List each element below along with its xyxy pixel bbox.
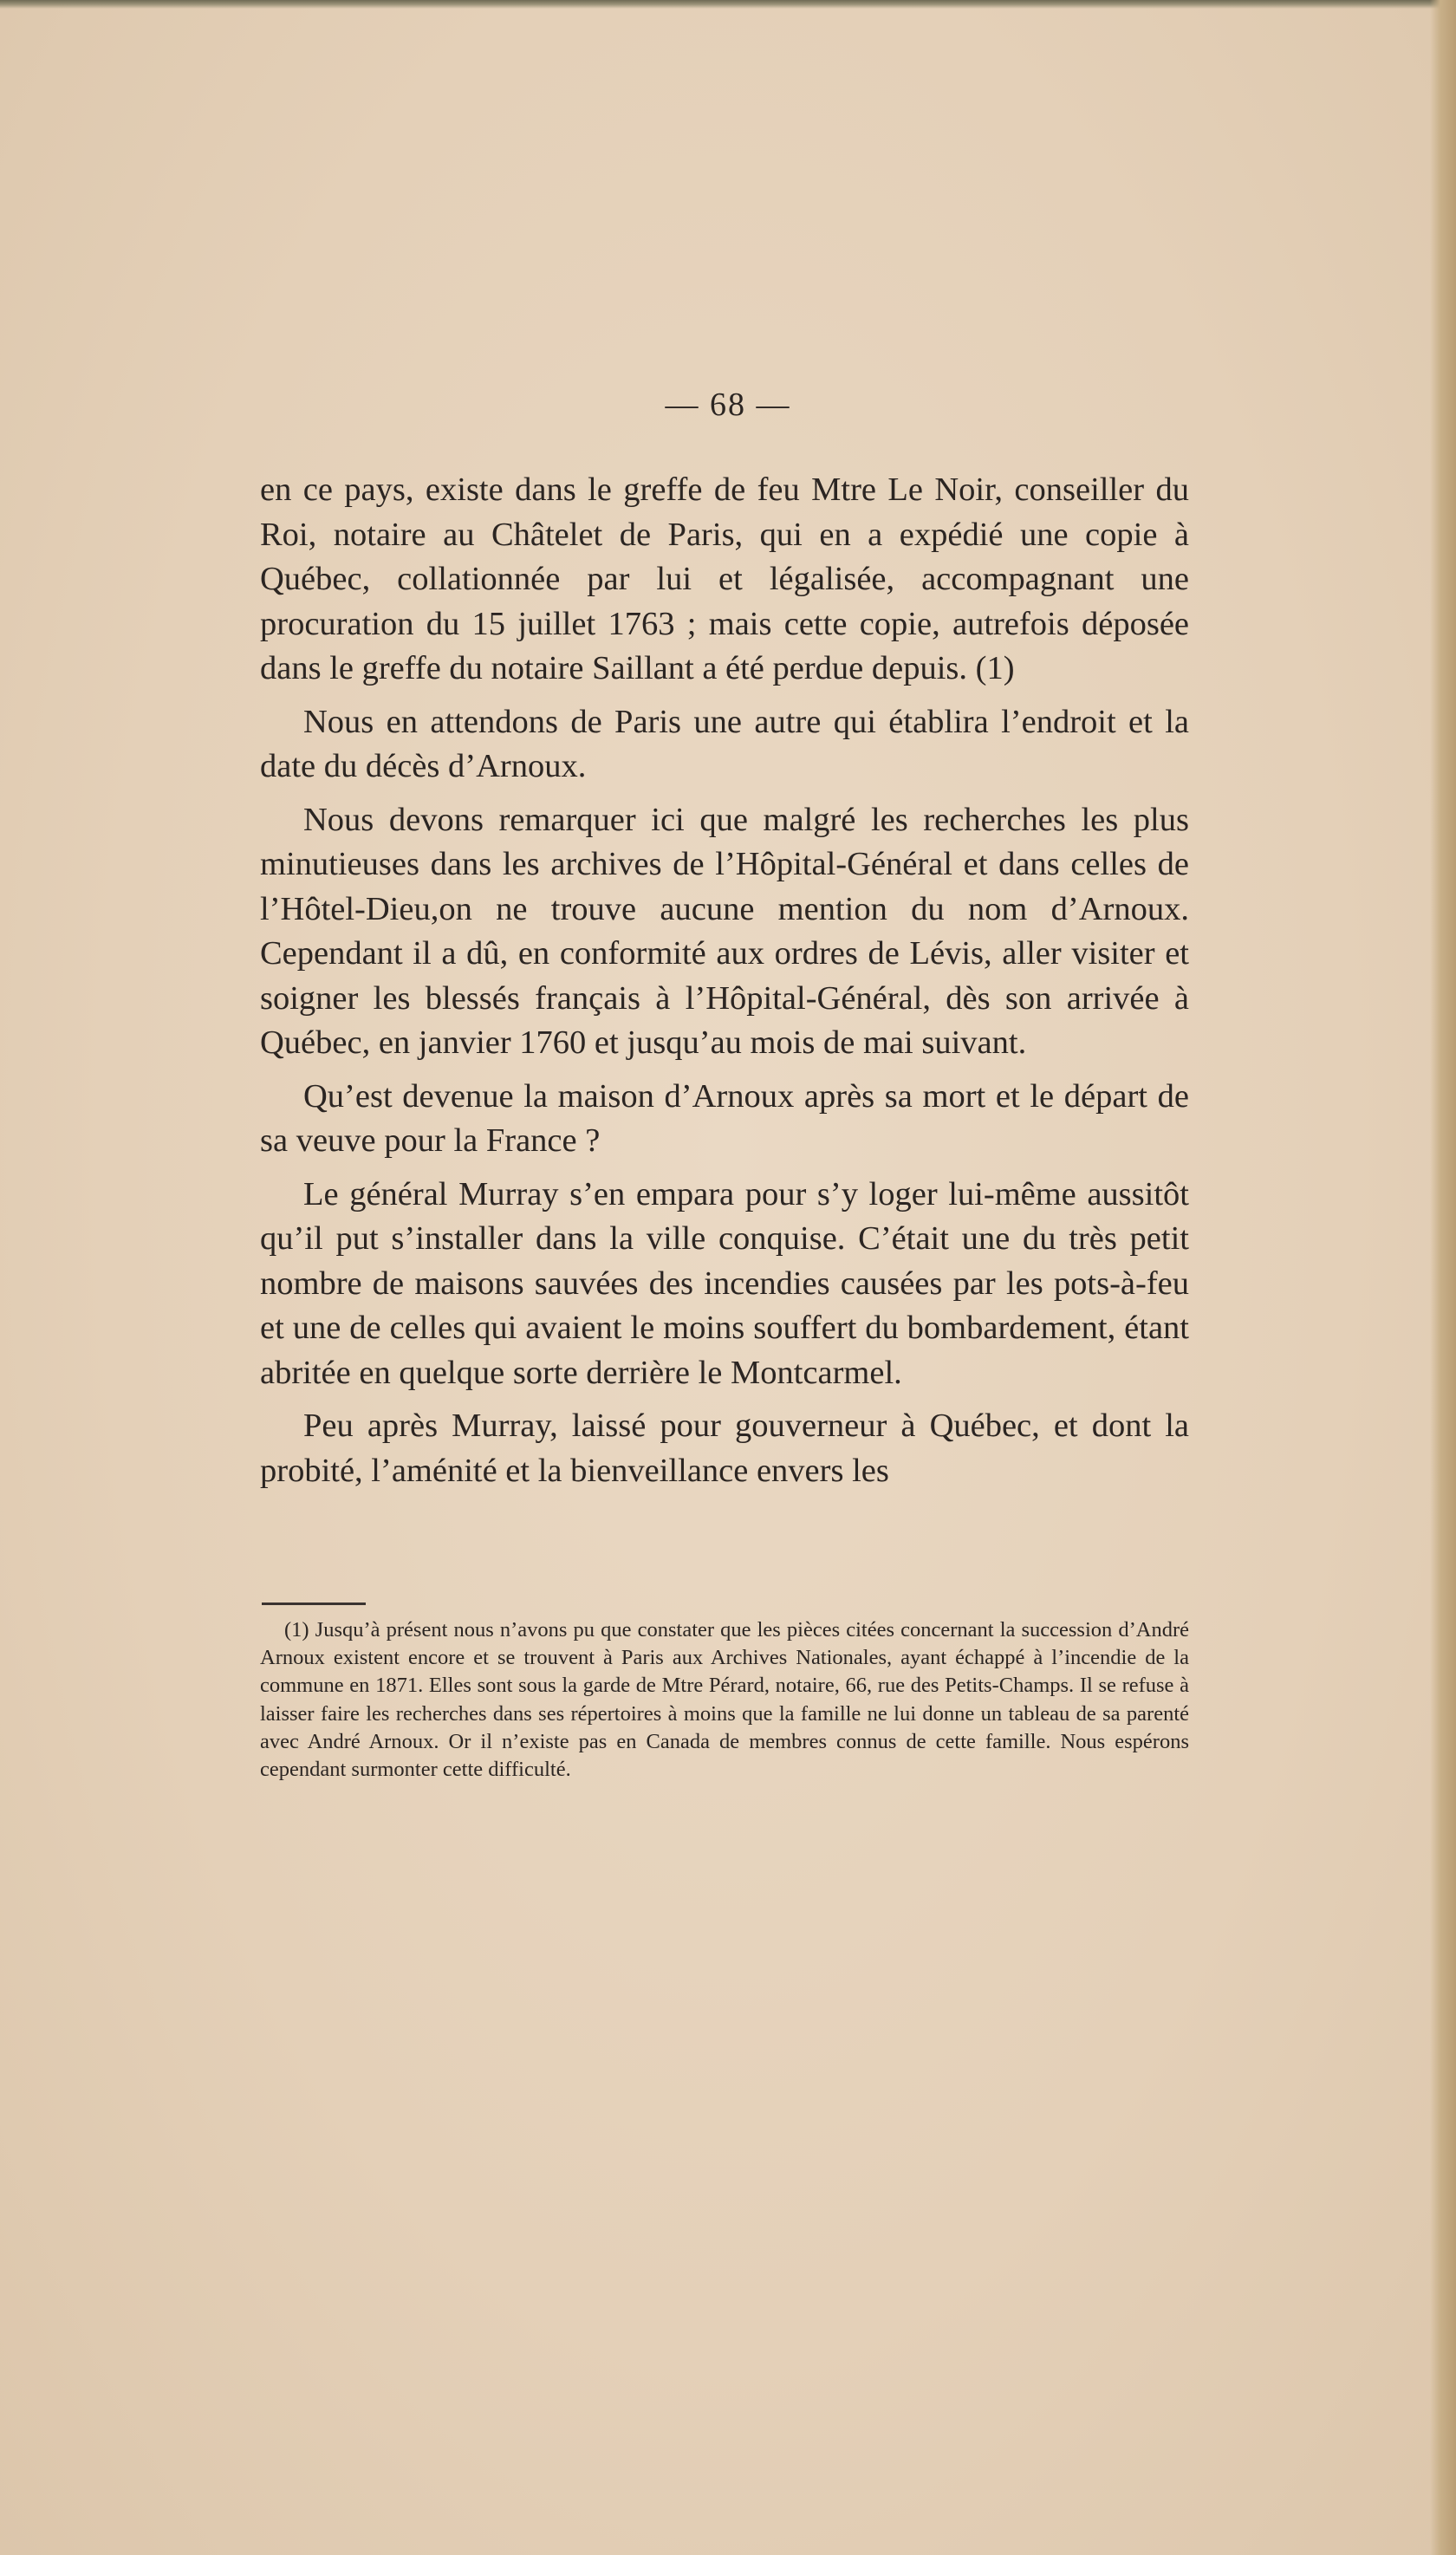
page-number: — 68 — xyxy=(665,387,791,423)
footnote-text: (1) Jusqu’à présent nous n’avons pu que constater que les pièces citées concernant la succession d’André Arnoux existent encore et se trouvent à Paris aux Archives Nationales, ayant échappé à l’incendie de la commune en 1871. Elles sont sous la garde de Mtre Pérard, notaire, 66, rue des Petits-Champs. Il se refuse à laisser faire les recherches dans ses répertoires à moins que la famille ne lui donne un tableau de sa parenté avec André Arnoux. Or il n’existe pas en Canada de membres connus de cette famille. Nous espérons cependant surmonter cette difficulté. xyxy=(260,1618,1189,1782)
footnote xyxy=(260,1616,1189,1784)
paragraph-3: Nous devons remarquer ici que malgré les recherches les plus minutieuses dans les archives de l’Hôpital-Général et dans celles de l’Hôtel-Dieu,on ne trouve aucune mention du nom d’Arnoux. Cependant il a dû, en conformité aux ordres de Lévis, aller visiter et soigner les blessés français à l’Hôpital-Général, dès son arrivée à Québec, en janvier 1760 et jusqu’au mois de mai suivant. xyxy=(260,801,1189,1061)
paragraph-1: en ce pays, existe dans le greffe de feu Mtre Le Noir, conseiller du Roi, notaire au Châtelet de Paris, qui en a expédié une copie à Québec, collationnée par lui et légalisée, accompagnant une procuration du 15 juillet 1763 ; mais cette copie, autrefois déposée dans le greffe du notaire Saillant a été perdue depuis. (1) xyxy=(260,471,1189,686)
body-text xyxy=(260,468,1189,1502)
footnote-separator xyxy=(262,1603,366,1605)
page-top-edge xyxy=(0,0,1456,9)
paragraph-4: Qu’est devenue la maison d’Arnoux après sa mort et le départ de sa veuve pour la France ? xyxy=(260,1077,1189,1159)
paragraph-6: Peu après Murray, laissé pour gouverneur à Québec, et dont la probité, l’aménité et la bienveillance envers les xyxy=(260,1408,1189,1489)
page-right-edge xyxy=(1430,0,1456,2555)
paragraph-5: Le général Murray s’en empara pour s’y loger lui-même aussitôt qu’il put s’installer dans la ville conquise. C’était une du très petit nombre de maisons sauvées des incendies causées par les pots-à-feu et une de celles qui avaient le moins souffert du bombardement, étant abritée en quelque sorte derrière le Montcarmel. xyxy=(260,1175,1189,1391)
paragraph-2: Nous en attendons de Paris une autre qui établira l’endroit et la date du décès d’Arnoux. xyxy=(260,703,1189,784)
